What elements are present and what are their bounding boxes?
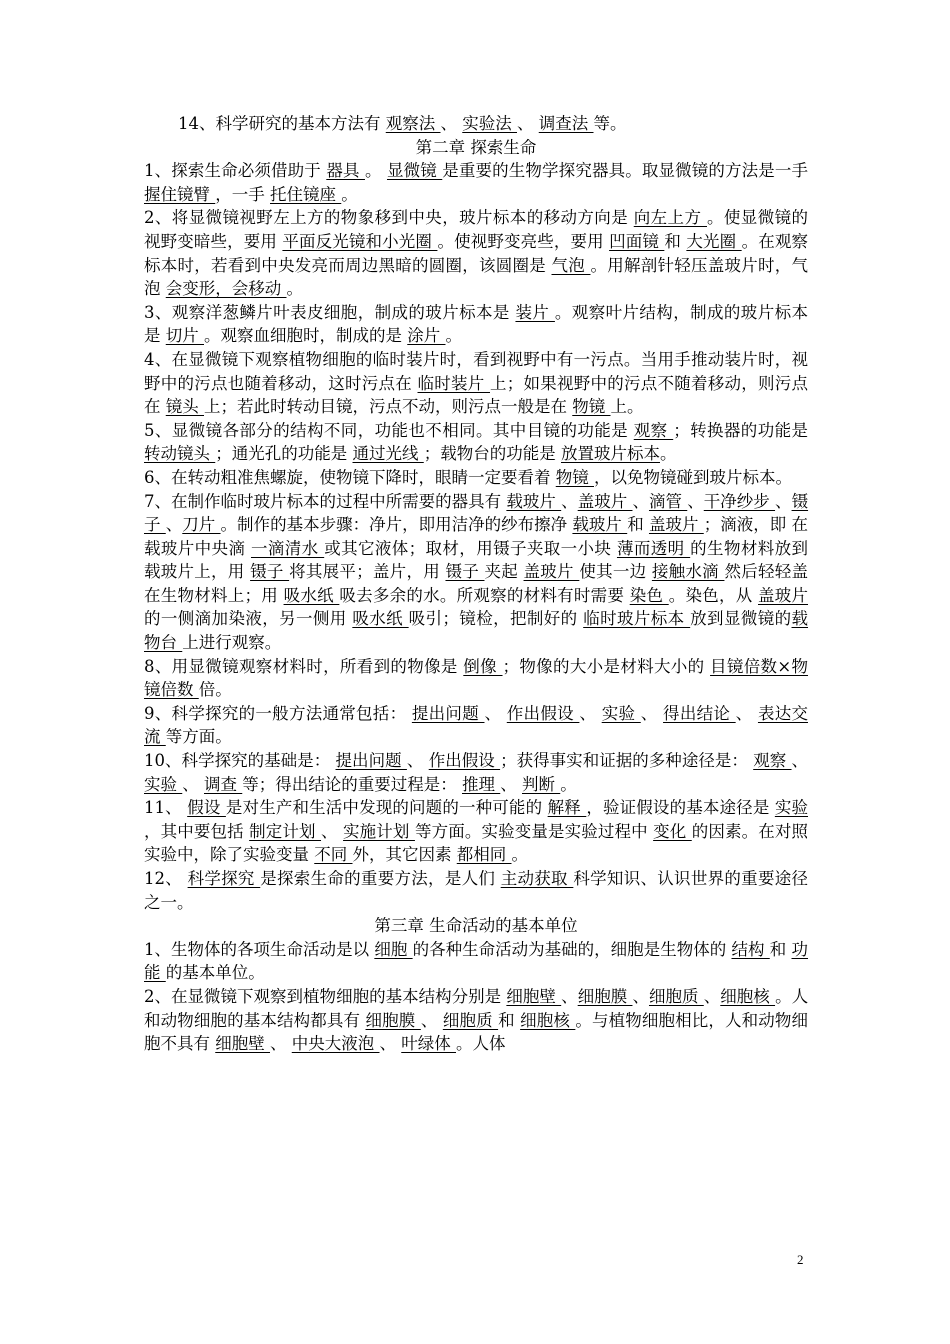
question-text: 。人体: [456, 1034, 506, 1054]
answer-blank: 临时装片: [417, 373, 490, 393]
question-paragraph: [144, 419, 808, 466]
answer-blank: 载玻片: [506, 491, 562, 511]
question-text: 夹起: [484, 562, 524, 582]
answer-blank: 实验法: [462, 114, 517, 133]
answer-blank: 倒像: [463, 656, 503, 676]
answer-blank: 镊子: [144, 491, 809, 535]
question-text: 和: [498, 1010, 521, 1030]
question-paragraph: [144, 490, 808, 655]
answer-blank: 推理: [462, 774, 501, 794]
question-text: 7、在制作临时玻片标本的过程中所需要的器具有: [144, 491, 507, 511]
question-text: ，验证假设的基本途径是: [586, 798, 775, 818]
question-text: 1、生物体的各项生命活动是以: [144, 939, 375, 959]
answer-blank: 作出假设: [506, 703, 580, 723]
question-text: ；转换器的功能是: [673, 420, 809, 440]
answer-blank: 表达交流: [144, 703, 808, 747]
question-text: 、: [517, 114, 539, 133]
answer-blank: 握住镜臂: [144, 184, 216, 204]
question-text: 、: [321, 821, 344, 841]
answer-blank: 提出问题: [335, 751, 407, 771]
question-text: 9、科学探究的一般方法通常包括：: [144, 703, 412, 723]
answer-blank: 不同: [314, 845, 353, 865]
question-text: 、: [703, 986, 721, 1006]
question-text: 或其它液体；取材，用镊子夹取一小块: [324, 538, 617, 558]
answer-blank: 盖玻片: [523, 562, 580, 582]
answer-blank: 中央大液泡: [291, 1034, 380, 1054]
question-text: 、: [561, 491, 578, 511]
answer-blank: 主动获取: [500, 869, 574, 888]
answer-blank: 细胞膜: [577, 986, 633, 1006]
question-text: 。与植物细胞相比，人和动物细胞不具有: [144, 1010, 809, 1054]
question-text: 是对生产和生活中发现的问题的一种可能的: [225, 798, 548, 818]
answer-blank: 镊子: [445, 562, 485, 582]
answer-blank: 目镜倍数×物镜倍数: [144, 656, 809, 700]
question-text: 、: [632, 986, 649, 1006]
question-text: 等；得出结论的重要过程是：: [242, 774, 462, 794]
question-text: 、: [632, 491, 649, 511]
question-text: 、: [379, 1034, 402, 1054]
question-text: 。使显微镜的视野变暗些，要用: [144, 208, 809, 251]
answer-blank: 吸水纸: [283, 585, 340, 605]
question-text: 。: [560, 774, 577, 794]
answer-blank: 转动镜头: [144, 444, 216, 464]
question-text: 、: [791, 751, 809, 771]
question-text: 的一侧滴加染液，另一侧用: [144, 609, 353, 629]
answer-blank: 临时玻片标本: [583, 609, 691, 629]
answer-blank: 都相同: [456, 845, 512, 865]
question-text: ；获得事实和证据的多种途径是：: [500, 751, 754, 771]
question-text: 的因素。在对照实验中，除了实验变量: [144, 821, 809, 865]
answer-blank: 涂片: [407, 326, 446, 346]
answer-blank: 物镜: [555, 467, 594, 487]
question-text: 、: [735, 703, 758, 723]
question-text: 上。: [610, 397, 644, 417]
question-text: ，其中要包括: [144, 821, 250, 841]
question-text: ，以免物镜碰到玻片标本。: [594, 467, 792, 487]
question-text: 和: [664, 231, 687, 251]
question-paragraph: [144, 985, 808, 1056]
question-text: ，一手: [215, 184, 270, 204]
question-text: 第二章 探索生命: [415, 137, 537, 157]
answer-blank: 实验: [601, 703, 641, 723]
question-text: 。人和动物细胞的基本结构都具有: [144, 986, 809, 1030]
answer-blank: 滴管: [648, 491, 688, 511]
question-text: 、: [500, 774, 522, 794]
question-text: ；物像的大小是材料大小的: [502, 656, 711, 676]
answer-blank: 叶绿体: [401, 1034, 456, 1054]
question-text: 、: [406, 751, 429, 771]
question-text: 外，其它因素: [352, 845, 457, 865]
question-text: 。观察血细胞时，制成的是: [204, 326, 408, 346]
question-text: 等方面。实验变量是实验过程中: [414, 821, 654, 841]
question-text: 倍。: [198, 680, 232, 700]
question-paragraph: [144, 749, 808, 796]
question-text: 、: [165, 515, 183, 535]
answer-blank: 镊子: [250, 562, 290, 582]
question-paragraph: [144, 301, 808, 348]
question-text: 是重要的生物学探究器具。取显微镜的方法是一手: [442, 161, 809, 181]
question-text: 和: [627, 515, 649, 535]
question-text: 科学知识、认识世界的重要途径之一。: [144, 869, 809, 912]
answer-blank: 刀片: [182, 515, 221, 535]
answer-blank: 盖玻片: [648, 515, 704, 535]
chapter-heading: [144, 914, 808, 938]
question-text: 8、用显微镜观察材料时，所看到的物像是: [144, 656, 464, 676]
answer-blank: 判断: [522, 774, 561, 794]
question-text: 将其展平；盖片，用: [289, 562, 446, 582]
question-text: 6、在转动粗准焦螺旋，使物镜下降时，眼睛一定要看着: [144, 467, 556, 487]
question-text: 、: [420, 1010, 443, 1030]
question-paragraph: [144, 796, 808, 867]
answer-blank: 染色: [629, 585, 669, 605]
answer-blank: 切片: [165, 326, 204, 346]
question-text: 2、将显微镜视野左上方的物象移到中央，玻片标本的移动方向是: [144, 208, 634, 228]
question-text: 上；如果视野中的污点不随着移动，则污点在: [144, 373, 808, 417]
question-text: 的生物材料放到载玻片上，用: [144, 538, 809, 582]
page-number: 2: [797, 1252, 804, 1267]
answer-blank: 干净纱步: [703, 491, 776, 511]
answer-blank: 通过光线: [352, 444, 424, 464]
question-text: 等。: [593, 114, 627, 133]
question-text: 2、在显微镜下观察到植物细胞的基本结构分别是: [144, 986, 507, 1006]
question-text: 是探索生命的重要方法，是人们: [260, 869, 501, 888]
answer-blank: 提出问题: [411, 703, 485, 723]
question-text: 。制作的基本步骤：净片，即用洁净的纱布擦净: [220, 515, 573, 535]
question-paragraph: [144, 867, 808, 914]
question-text: 。: [286, 279, 303, 299]
answer-blank: 细胞核: [520, 1010, 576, 1030]
question-text: 、: [687, 491, 704, 511]
answer-blank: 制定计划: [249, 821, 322, 841]
answer-blank: 细胞核: [720, 986, 776, 1006]
answer-blank: 镜头: [165, 397, 204, 417]
question-paragraph: [144, 466, 808, 490]
question-text: 。在观察标本时，若看到中央发亮而周边黑暗的圆圈，该圆圈是: [144, 231, 809, 275]
question-text: 、: [270, 1034, 292, 1054]
answer-blank: 气泡: [551, 255, 591, 275]
answer-blank: 装片: [515, 302, 555, 322]
question-text: 等方面。: [165, 727, 232, 747]
answer-blank: 得出结论: [663, 703, 736, 723]
question-text: 然后轻轻盖在生物材料上；用: [144, 562, 808, 605]
answer-blank: 细胞质: [442, 1010, 499, 1030]
answer-blank: 作出假设: [428, 751, 501, 771]
question-paragraph: [144, 938, 808, 985]
answer-blank: 调查: [204, 774, 243, 794]
question-text: 的基本单位。: [165, 963, 265, 983]
answer-blank: 放置玻片标本: [561, 444, 660, 464]
question-paragraph: [144, 348, 808, 419]
question-text: 10、科学探究的基础是：: [144, 751, 336, 771]
answer-blank: 功能: [144, 939, 809, 983]
question-text: 和: [769, 939, 792, 959]
question-text: 14、科学研究的基本方法有: [178, 114, 386, 133]
answer-blank: 凹面镜: [609, 231, 665, 251]
answer-blank: 变化: [653, 821, 692, 841]
answer-blank: 大光圈: [686, 231, 742, 251]
question-text: 。观察叶片结构，制成的玻片标本是: [144, 302, 809, 346]
question-text: 4、在显微镜下观察植物细胞的临时装片时，看到视野中有一污点。当用手推动装片时，视野中的污点也随着移动，这时污点在: [144, 349, 808, 393]
answer-blank: 细胞壁: [506, 986, 562, 1006]
answer-blank: 科学探究: [187, 869, 261, 888]
answer-blank: 载物台: [144, 609, 809, 653]
answer-blank: 薄而透明: [616, 538, 691, 558]
question-text: 。: [364, 161, 387, 181]
answer-blank: 器具: [326, 161, 365, 181]
question-text: 。: [660, 444, 677, 464]
answer-blank: 结构: [731, 939, 770, 959]
answer-blank: 接触水滴: [651, 562, 725, 582]
question-text: 12、: [144, 869, 188, 888]
question-text: 的各种生命活动为基础的，细胞是生物体的: [412, 939, 732, 959]
question-text: 。: [341, 184, 358, 204]
question-text: 放到显微镜的: [690, 609, 792, 629]
question-text: 吸引；镜检，把制好的: [408, 609, 584, 629]
question-text: ；通光孔的功能是: [215, 444, 353, 464]
question-text: 、: [561, 986, 578, 1006]
question-text: 5、显微镜各部分的结构不同，功能也不相同。其中目镜的功能是: [144, 420, 634, 440]
answer-blank: 向左上方: [633, 208, 707, 228]
answer-blank: 细胞壁: [215, 1034, 270, 1054]
answer-blank: 细胞: [374, 939, 413, 959]
answer-blank: 实施计划: [343, 821, 415, 841]
question-text: 。使视野变亮些，要用: [437, 231, 610, 251]
question-text: 。用解剖针轻压盖玻片时，气泡: [144, 255, 808, 299]
question-text: 上进行观察。: [182, 633, 282, 653]
answer-blank: 吸水纸: [352, 609, 409, 629]
question-text: 、: [484, 703, 507, 723]
answer-blank: 观察: [633, 420, 674, 440]
question-text: 3、观察洋葱鳞片叶表皮细胞，制成的玻片标本是: [144, 302, 516, 322]
question-text: 、: [579, 703, 602, 723]
question-text: 、: [440, 114, 463, 133]
question-text: 使其一边: [579, 562, 652, 582]
answer-blank: 一滴清水: [250, 538, 325, 558]
answer-blank: 显微镜: [386, 161, 443, 181]
question-paragraph: [144, 159, 808, 206]
question-text: 11、: [144, 798, 188, 818]
question-text: 。: [511, 845, 528, 865]
question-paragraph: [144, 112, 808, 136]
question-paragraph: [144, 655, 808, 702]
question-text: 、: [182, 774, 204, 794]
answer-blank: 观察法: [385, 114, 441, 133]
question-text: 。: [445, 326, 462, 346]
document-body: [144, 112, 808, 1056]
answer-blank: 平面反光镜和小光圈: [282, 231, 438, 251]
answer-blank: 盖玻片: [577, 491, 633, 511]
question-text: ；滴液，即 在载玻片中央滴: [144, 515, 809, 558]
answer-blank: 托住镜座: [270, 184, 342, 204]
question-text: 上；若此时转动目镜，污点不动，则污点一般是在: [204, 397, 573, 417]
question-text: 。染色，从: [668, 585, 758, 605]
answer-blank: 解释: [547, 798, 587, 818]
answer-blank: 会变形，会移动: [165, 279, 287, 299]
answer-blank: 调查法: [538, 114, 594, 133]
answer-blank: 假设: [187, 798, 226, 818]
answer-blank: 实验: [774, 798, 809, 818]
answer-blank: 细胞质: [648, 986, 704, 1006]
question-paragraph: [144, 206, 808, 300]
question-text: 、: [640, 703, 664, 723]
answer-blank: 观察: [753, 751, 792, 771]
answer-blank: 物镜: [572, 397, 611, 417]
chapter-heading: [144, 136, 808, 160]
answer-blank: 载玻片: [572, 515, 628, 535]
question-text: 1、探索生命必须借助于: [144, 161, 327, 181]
question-text: 吸去多余的水。所观察的材料有时需要: [339, 585, 630, 605]
answer-blank: 细胞膜: [365, 1010, 421, 1030]
question-text: 第三章 生命活动的基本单位: [374, 916, 578, 936]
answer-blank: 盖玻片: [758, 585, 809, 605]
question-paragraph: [144, 702, 808, 749]
question-text: ；载物台的功能是: [423, 444, 561, 464]
answer-blank: 实验: [144, 774, 183, 794]
question-text: 、: [775, 491, 792, 511]
